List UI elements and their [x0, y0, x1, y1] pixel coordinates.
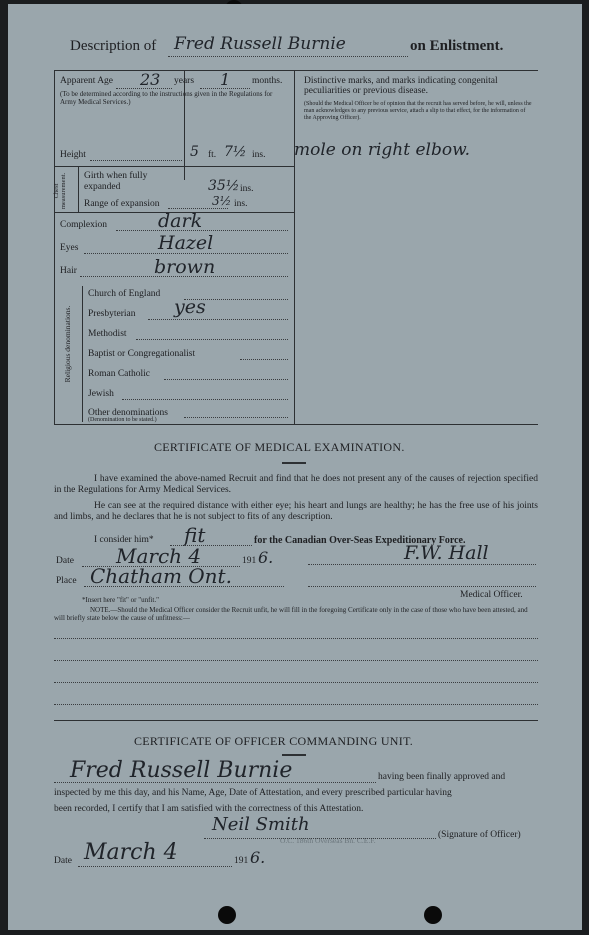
height-dots: [90, 160, 182, 161]
eyes-value: Hazel: [158, 232, 214, 254]
attestation-sheet: [8, 4, 582, 930]
height-feet-value: 5: [190, 144, 199, 160]
medical-officer-label: Medical Officer.: [460, 590, 523, 600]
medical-para1: I have examined the above-named Recruit and find that he does not present any of the causes of rejection specified in the Regulations for Army Medical Services.: [54, 474, 538, 495]
officer-line3: been recorded, I certify that I am satisfied with the correctness of this Attestation.: [54, 804, 364, 814]
age-years-label: years: [174, 76, 195, 86]
officer-year-prefix: 191: [234, 856, 249, 866]
complexion-label: Complexion: [60, 220, 107, 230]
medical-consider-suffix: for the Canadian Over-Seas Expeditionary Force.: [254, 535, 466, 546]
chest-top-border: [54, 166, 294, 167]
religion-methodist: Methodist: [88, 329, 127, 339]
officer-signature-label: (Signature of Officer): [438, 830, 521, 840]
unfit-line-2: [54, 660, 538, 661]
religion-dots-4: [164, 379, 288, 380]
religion-other-note: (Denomination to be stated.): [88, 417, 157, 423]
medical-signature: F.W. Hall: [404, 542, 489, 564]
height-ins-label: ins.: [252, 150, 266, 160]
religion-dots-6: [184, 417, 288, 418]
unfit-line-1: [54, 638, 538, 639]
religion-side-label: Religious denominations.: [63, 305, 72, 383]
age-months-label: months.: [252, 76, 283, 86]
medical-year-prefix: 191: [242, 556, 257, 566]
height-ft-label: ft.: [208, 150, 217, 160]
hair-label: Hair: [60, 266, 77, 276]
chest-range-dots: [168, 208, 228, 209]
medical-para2: He can see at the required distance with either eye; his heart and lungs are healthy; he has the free use of his joints and limbs, and he declares that he is not subject to fits of any description.: [54, 501, 538, 522]
officer-line1-suffix: having been finally approved and: [378, 772, 506, 782]
officer-heading-rule: [282, 754, 306, 756]
officer-year-value: 6.: [250, 848, 266, 867]
officer-name-dots: [54, 782, 376, 783]
officer-date-dots: [78, 866, 232, 867]
medical-note: NOTE.—Should the Medical Officer consider the Recruit unfit, he will fill in the foregoing Certificate only in the case of those who have been attested, and will briefly state below the cause of unfitness:—: [54, 606, 528, 622]
table-mid-border: [294, 70, 295, 424]
hair-value: brown: [154, 256, 216, 278]
chest-girth-unit: ins.: [240, 184, 254, 194]
chest-girth-value: 35½: [208, 178, 240, 194]
religion-dots-3: [240, 359, 288, 360]
religion-presbyterian: Presbyterian: [88, 309, 136, 319]
religion-dots-2: [136, 339, 288, 340]
height-inches-value: 7½: [224, 144, 247, 160]
chest-side-label: Chest measurement.: [53, 172, 67, 210]
medical-consider-prefix: I consider him*: [94, 535, 154, 545]
officer-recruit-name: Fred Russell Burnie: [70, 758, 293, 783]
medical-insert-note: *Insert here "fit" or "unfit.": [82, 596, 159, 604]
table-top-border: [54, 70, 538, 71]
officer-stamp: O.C. 186th Overseas Bn. C.E.F.: [280, 836, 376, 845]
medical-signature-dots: [308, 564, 536, 565]
religion-dots-1: [148, 319, 288, 320]
complexion-value: dark: [158, 210, 203, 232]
medical-place-value: Chatham Ont.: [90, 564, 232, 588]
age-years-value: 23: [140, 70, 161, 89]
title-prefix: Description of: [70, 38, 157, 54]
table-bottom-border: [54, 424, 538, 425]
chest-range-label: Range of expansion: [84, 199, 160, 209]
table-left-border: [54, 70, 55, 424]
bottom-right-punch-hole: [424, 906, 442, 924]
officer-date-label: Date: [54, 856, 72, 866]
title-dotted-line: [168, 56, 408, 57]
religion-bracket: [82, 286, 83, 422]
religion-other: Other denominations: [88, 408, 168, 418]
eyes-label: Eyes: [60, 243, 79, 253]
section-divider: [54, 720, 538, 721]
religion-presbyterian-value: yes: [174, 296, 206, 318]
medical-year-value: 6.: [258, 548, 274, 567]
medical-place-label: Place: [56, 576, 77, 586]
medical-heading: CERTIFICATE OF MEDICAL EXAMINATION.: [154, 440, 405, 454]
marks-note: (Should the Medical Officer be of opinion that the recruit has served before, he will, unless the man acknowledges to any previous service, attach a slip to that effect, for the information of the Approving Officer).: [304, 101, 532, 121]
medical-date-label: Date: [56, 556, 74, 566]
bottom-left-punch-hole: [218, 906, 236, 924]
marks-heading: Distinctive marks, and marks indicating congenital peculiarities or previous disease.: [304, 76, 498, 96]
officer-date-value: March 4: [84, 840, 178, 865]
medical-date-value: March 4: [116, 544, 202, 568]
unfit-line-3: [54, 682, 538, 683]
officer-line2: inspected by me this day, and his Name, Age, Date of Attestation, and every prescribed particular having: [54, 788, 452, 798]
title-recruit-name: Fred Russell Burnie: [174, 34, 346, 54]
chest-range-value: 3½: [212, 194, 232, 208]
chest-girth-label: Girth when fully expanded: [84, 171, 148, 192]
age-label: Apparent Age: [60, 76, 114, 86]
chest-range-unit: ins.: [234, 199, 248, 209]
chest-inner-border: [184, 70, 185, 180]
officer-signature: Neil Smith: [212, 814, 310, 835]
height-label: Height: [60, 150, 86, 160]
medical-heading-rule: [282, 462, 306, 464]
unfit-line-4: [54, 704, 538, 705]
medical-fit-value: fit: [184, 523, 206, 547]
title-suffix: on Enlistment.: [410, 38, 504, 54]
religion-dots-5: [122, 399, 288, 400]
marks-value: mole on right elbow.: [294, 140, 471, 160]
officer-signature-dots: [204, 838, 436, 839]
chest-side-border: [78, 166, 79, 212]
document-title: [70, 38, 156, 55]
officer-heading: CERTIFICATE OF OFFICER COMMANDING UNIT.: [134, 734, 414, 748]
age-months-value: 1: [220, 70, 231, 89]
medical-officer-dots: [308, 586, 536, 587]
religion-baptist: Baptist or Congregationalist: [88, 349, 196, 359]
religion-roman-catholic: Roman Catholic: [88, 369, 151, 379]
religion-jewish: Jewish: [88, 389, 114, 399]
religion-church-of-england: Church of England: [88, 289, 161, 299]
age-note: (To be determined according to the instructions given in the Regulations for Army Medical Services.): [60, 90, 273, 106]
